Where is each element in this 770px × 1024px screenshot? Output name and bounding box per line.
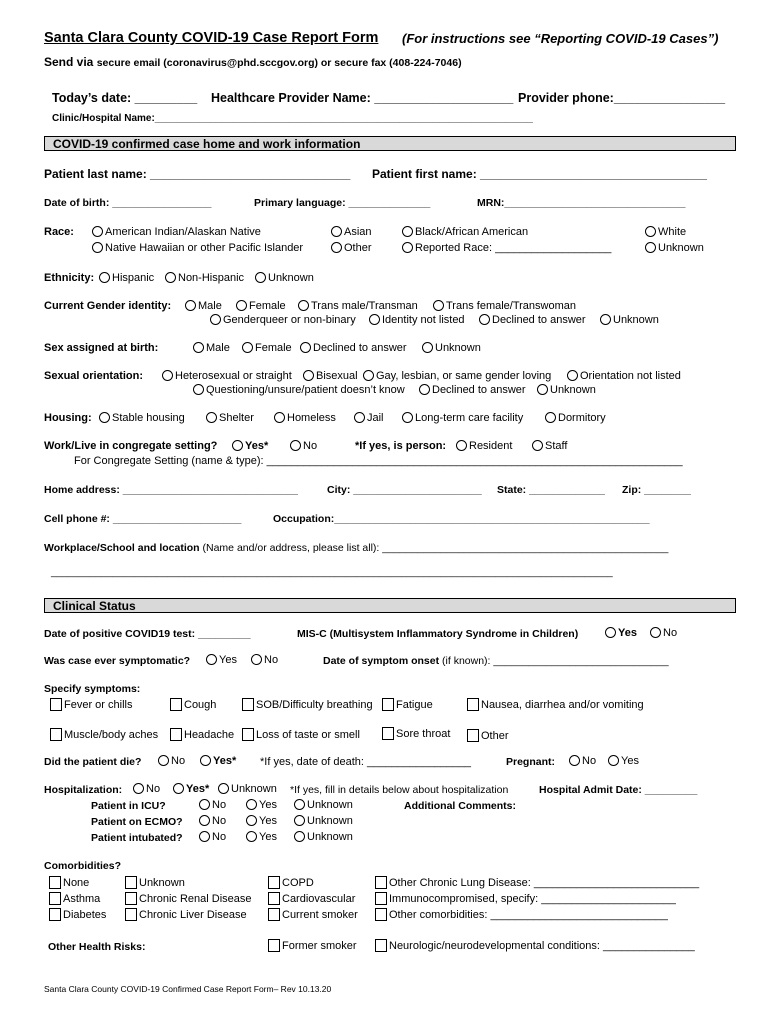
radio-icon [369,314,380,325]
symptom-checkbox[interactable]: Sore throat [382,727,450,740]
radio-icon [608,755,619,766]
hosp-unknown[interactable]: Unknown [218,783,277,795]
radio-icon [99,412,110,423]
death-date-field[interactable]: *If yes, date of death: _________________ [260,756,472,768]
pregnant-no[interactable]: No [569,755,596,767]
icu-option[interactable]: No [199,799,226,811]
congregate-detail-field[interactable]: For Congregate Setting (name & type): ____________________________________________________________________ [74,455,683,467]
radio-icon [331,226,342,237]
comorbidity-checkbox[interactable]: Unknown [125,876,185,889]
symptom-checkbox[interactable]: Muscle/body aches [50,728,158,741]
checkbox-icon [467,698,479,711]
gender-option[interactable]: Declined to answer [479,314,586,326]
radio-icon [165,272,176,283]
checkbox-icon [375,939,387,952]
workplace-label: Workplace/School and location [44,542,200,554]
instructions-note: (For instructions see “Reporting COVID-19 Cases”) [402,31,719,46]
radio-icon [162,370,173,381]
comorbidity-checkbox[interactable]: Diabetes [49,908,106,921]
hospitalization-label: Hospitalization: [44,784,123,796]
died-label: Did the patient die? [44,756,142,768]
symptom-checkbox[interactable]: SOB/Difficulty breathing [242,698,373,711]
symptom-onset-label: Date of symptom onset [323,655,440,667]
symptomatic-no[interactable]: No [251,654,278,666]
checkbox-icon [242,728,254,741]
radio-icon [294,799,305,810]
housing-label: Housing: [44,412,92,424]
radio-icon [422,342,433,353]
housing-option[interactable]: Jail [354,412,384,424]
checkbox-icon [170,728,182,741]
sex-option[interactable]: Declined to answer [300,342,407,354]
radio-icon [251,654,262,665]
ethnicity-option[interactable]: Unknown [255,272,314,284]
radio-icon [605,627,616,638]
hosp-yes[interactable]: Yes* [173,783,209,795]
radio-icon [354,412,365,423]
orientation-option[interactable]: Declined to answer [419,384,526,396]
risk-checkbox[interactable]: Former smoker [268,939,357,952]
radio-icon [294,815,305,826]
hosp-no[interactable]: No [133,783,160,795]
comorbidity-checkbox[interactable]: Chronic Renal Disease [125,892,252,905]
radio-icon [300,342,311,353]
symptom-checkbox[interactable]: Cough [170,698,216,711]
radio-icon [242,342,253,353]
sex-label: Sex assigned at birth: [44,342,159,354]
section-home-work-header: COVID-19 confirmed case home and work information [44,136,736,151]
symptomatic-yes[interactable]: Yes [206,654,237,666]
radio-icon [402,242,413,253]
checkbox-icon [375,892,387,905]
checkbox-icon [125,876,137,889]
todays-date-field[interactable]: Today’s date: _________ [52,91,198,105]
radio-icon [246,799,257,810]
radio-icon [569,755,580,766]
checkbox-icon [375,876,387,889]
comorbidity-checkbox[interactable]: Immunocompromised, specify: ______________________ [375,892,676,905]
gender-option[interactable]: Female [236,300,286,312]
radio-icon [246,815,257,826]
gender-option[interactable]: Trans female/Transwoman [433,300,576,312]
radio-icon [294,831,305,842]
radio-icon [193,384,204,395]
radio-icon [274,412,285,423]
first-name-field[interactable]: Patient first name: __________________________________ [372,167,707,181]
ethnicity-option[interactable]: Hispanic [99,272,154,284]
state-field[interactable]: State: _____________ [497,484,606,496]
ethnicity-option[interactable]: Non-Hispanic [165,272,244,284]
radio-icon [158,755,169,766]
radio-icon [433,300,444,311]
race-option[interactable]: Black/African American [402,226,528,238]
radio-icon [173,783,184,794]
gender-option[interactable]: Male [185,300,222,312]
sex-option[interactable]: Female [242,342,292,354]
radio-icon [545,412,556,423]
checkbox-icon [49,892,61,905]
comorbidity-checkbox[interactable]: Chronic Liver Disease [125,908,247,921]
workplace-continuation-line[interactable]: _____________________________________________________________________________________________________ [51,567,613,578]
checkbox-icon [49,876,61,889]
send-text: secure email (coronavirus@phd.sccgov.org) or secure fax (408-224-7046) [96,57,462,69]
radio-icon [200,755,211,766]
checkbox-icon [268,876,280,889]
radio-icon [199,815,210,826]
radio-icon [290,440,301,451]
radio-icon [363,370,374,381]
radio-icon [303,370,314,381]
icu-option[interactable]: Yes [246,799,277,811]
radio-icon [331,242,342,253]
symptom-checkbox[interactable]: Loss of taste or smell [242,728,360,741]
housing-option[interactable]: Shelter [206,412,254,424]
race-label: Race: [44,226,74,238]
congregate-label: Work/Live in congregate setting? [44,440,218,452]
clinic-field[interactable]: Clinic/Hospital Name:____________________________________________________________________ [52,113,533,124]
last-name-field[interactable]: Patient last name: ______________________________ [44,167,351,181]
checkbox-icon [49,908,61,921]
sex-option[interactable]: Unknown [422,342,481,354]
orientation-label: Sexual orientation: [44,370,144,382]
orientation-option[interactable]: Gay, lesbian, or same gender loving [363,370,551,382]
race-option[interactable]: Reported Race: ___________________ [402,242,611,254]
hospitalization-note: *If yes, fill in details below about hospitalization [290,784,509,796]
orientation-option[interactable]: Orientation not listed [567,370,681,382]
orientation-option[interactable]: Bisexual [303,370,358,382]
radio-icon [232,440,243,451]
radio-icon [246,831,257,842]
city-field[interactable]: City: ______________________ [327,484,482,496]
ecmo-option[interactable]: Yes [246,815,277,827]
ecmo-label: Patient on ECMO? [91,816,183,828]
radio-icon [99,272,110,283]
pregnant-yes[interactable]: Yes [608,755,639,767]
race-option[interactable]: Unknown [645,242,704,254]
radio-icon [92,242,103,253]
gender-option[interactable]: Genderqueer or non-binary [210,314,356,326]
zip-field[interactable]: Zip: ________ [622,484,691,496]
provider-name-field[interactable]: Healthcare Provider Name: ____________________ [211,91,514,105]
symptom-checkbox[interactable]: Fever or chills [50,698,132,711]
checkbox-icon [382,727,394,740]
radio-icon [600,314,611,325]
intubated-option[interactable]: Yes [246,831,277,843]
misc-yes[interactable]: Yes [605,627,637,639]
radio-icon [193,342,204,353]
comorbidity-checkbox[interactable]: Asthma [49,892,100,905]
orientation-option[interactable]: Heterosexual or straight [162,370,292,382]
workplace-hint: (Name and/or address, please list all): _________________________________________________ [202,542,669,554]
gender-option[interactable]: Unknown [600,314,659,326]
pregnant-label: Pregnant: [506,756,556,768]
comorbidity-checkbox[interactable]: COPD [268,876,314,889]
race-option[interactable]: White [645,226,686,238]
race-option[interactable]: American Indian/Alaskan Native [92,226,261,238]
radio-icon [402,412,413,423]
footer-text: Santa Clara County COVID-19 Confirmed Case Report Form– Rev 10.13.20 [44,984,332,994]
congregate-yes[interactable]: Yes* [232,440,268,452]
checkbox-icon [268,939,280,952]
radio-icon [236,300,247,311]
checkbox-icon [268,892,280,905]
symptom-checkbox[interactable]: Headache [170,728,234,741]
housing-option[interactable]: Homeless [274,412,336,424]
language-field[interactable]: Primary language: ______________ [254,197,431,209]
radio-icon [456,440,467,451]
radio-icon [402,226,413,237]
checkbox-icon [125,892,137,905]
comorbidity-checkbox[interactable]: Other comorbidities: _____________________________ [375,908,668,921]
icu-label: Patient in ICU? [91,800,166,812]
race-option[interactable]: Asian [331,226,372,238]
radio-icon [298,300,309,311]
orientation-option[interactable]: Questioning/unsure/patient doesn’t know [193,384,405,396]
ethnicity-label: Ethnicity: [44,272,95,284]
radio-icon [537,384,548,395]
checkbox-icon [467,729,479,742]
symptom-onset-hint: (if known): ______________________________ [442,655,669,667]
form-title: Santa Clara County COVID-19 Case Report Form [44,30,379,46]
radio-icon [645,242,656,253]
radio-icon [419,384,430,395]
risk-checkbox[interactable]: Neurologic/neurodevelopmental conditions: _______________ [375,939,695,952]
mrn-field[interactable]: MRN:_______________________________ [477,197,686,209]
person-option[interactable]: Resident [456,440,512,452]
radio-icon [218,783,229,794]
radio-icon [479,314,490,325]
congregate-no[interactable]: No [290,440,317,452]
gender-label: Current Gender identity: [44,300,172,312]
comorbidity-checkbox[interactable]: Cardiovascular [268,892,355,905]
admit-date-field[interactable]: Hospital Admit Date: _________ [539,784,698,796]
if-yes-person-label: *If yes, is person: [355,440,447,452]
radio-icon [210,314,221,325]
send-line [44,55,462,69]
radio-icon [185,300,196,311]
housing-option[interactable]: Dormitory [545,412,606,424]
housing-option[interactable]: Stable housing [99,412,185,424]
additional-comments-label: Additional Comments: [404,800,516,812]
symptoms-label: Specify symptoms: [44,683,141,695]
dob-field[interactable]: Date of birth: _________________ [44,197,212,209]
provider-phone-field[interactable]: Provider phone:________________ [518,91,726,105]
checkbox-icon [50,698,62,711]
comorbidity-checkbox[interactable]: None [49,876,89,889]
checkbox-icon [268,908,280,921]
died-yes[interactable]: Yes* [200,755,236,767]
icu-option[interactable]: Unknown [294,799,353,811]
intubated-option[interactable]: Unknown [294,831,353,843]
radio-icon [199,831,210,842]
checkbox-icon [242,698,254,711]
workplace-line[interactable] [44,542,668,554]
misc-label: MIS-C (Multisystem Inflammatory Syndrome in Children) [297,628,579,640]
gender-option[interactable]: Identity not listed [369,314,465,326]
radio-icon [206,412,217,423]
checkbox-icon [125,908,137,921]
checkbox-icon [382,698,394,711]
other-health-risks-label: Other Health Risks: [48,941,146,953]
symptom-onset-field[interactable] [323,655,669,667]
cell-phone-field[interactable]: Cell phone #: ______________________ [44,513,242,525]
ecmo-option[interactable]: Unknown [294,815,353,827]
orientation-option[interactable]: Unknown [537,384,596,396]
sex-option[interactable]: Male [193,342,230,354]
died-no[interactable]: No [158,755,185,767]
send-label: Send via [44,55,94,69]
radio-icon [199,799,210,810]
housing-option[interactable]: Long-term care facility [402,412,523,424]
radio-icon [650,627,661,638]
checkbox-icon [50,728,62,741]
symptom-checkbox[interactable]: Other [467,729,509,742]
race-option[interactable]: Other [331,242,372,254]
comorbidity-checkbox[interactable]: Current smoker [268,908,358,921]
checkbox-icon [170,698,182,711]
radio-icon [567,370,578,381]
home-address-field[interactable]: Home address: ______________________________ [44,484,298,496]
intubated-label: Patient intubated? [91,832,183,844]
comorbidity-checkbox[interactable]: Other Chronic Lung Disease: ___________________________ [375,876,699,889]
radio-icon [255,272,266,283]
race-option[interactable]: Native Hawaiian or other Pacific Islander [92,242,303,254]
symptom-checkbox[interactable]: Fatigue [382,698,433,711]
checkbox-icon [375,908,387,921]
symptom-checkbox[interactable]: Nausea, diarrhea and/or vomiting [467,698,644,711]
ecmo-option[interactable]: No [199,815,226,827]
gender-option[interactable]: Trans male/Transman [298,300,418,312]
occupation-field[interactable]: Occupation:______________________________________________________ [273,513,650,525]
person-option[interactable]: Staff [532,440,567,452]
misc-no[interactable]: No [650,627,677,639]
comorbidities-label: Comorbidities? [44,860,122,872]
radio-icon [645,226,656,237]
section-clinical-status-header: Clinical Status [44,598,736,613]
radio-icon [92,226,103,237]
radio-icon [133,783,144,794]
symptomatic-label: Was case ever symptomatic? [44,655,191,667]
radio-icon [206,654,217,665]
positive-test-date-field[interactable]: Date of positive COVID19 test: _________ [44,628,251,640]
intubated-option[interactable]: No [199,831,226,843]
radio-icon [532,440,543,451]
